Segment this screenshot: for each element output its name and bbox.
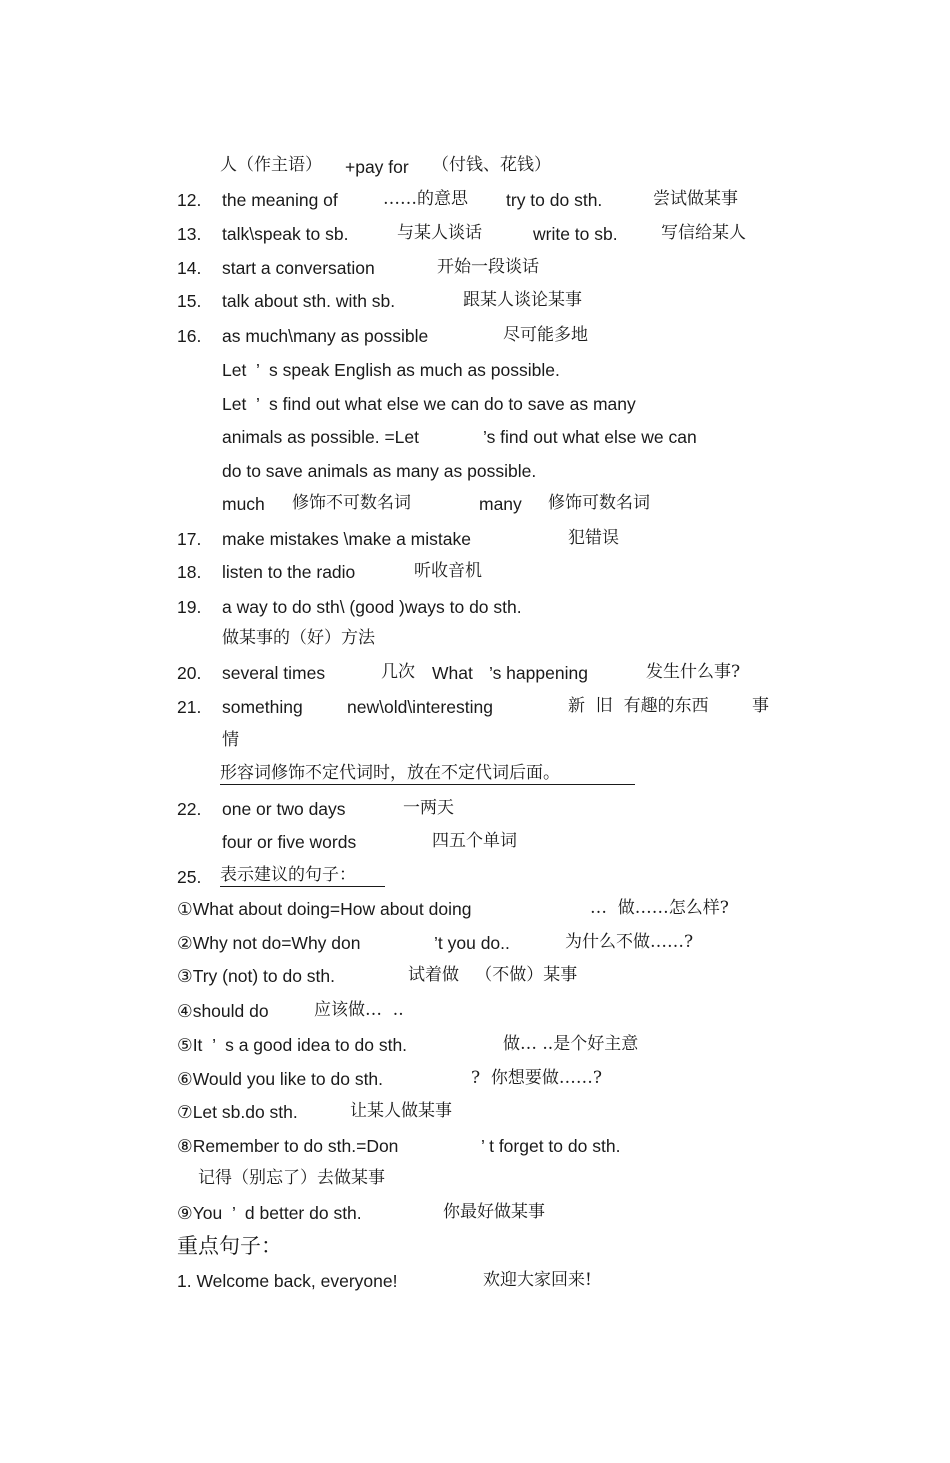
phrase-en: ’s happening (489, 663, 588, 683)
item-number: 16. (177, 326, 202, 346)
grammar-note: 形容词修饰不定代词时，放在不定代词后面。 (220, 763, 560, 783)
phrase-cn: ……的意思 (383, 189, 468, 209)
suggestion-cn: 让某人做某事 (350, 1101, 452, 1121)
title-underline (220, 886, 385, 887)
phrase-cn: 四五个单词 (432, 831, 517, 851)
suggestion-cn: 你最好做某事 (443, 1202, 545, 1222)
phrase-en: What (432, 663, 473, 683)
example-sentence: do to save animals as many as possible. (222, 461, 537, 481)
usage-word: much (222, 494, 265, 514)
suggestion-cn: 记得（别忘了）去做某事 (198, 1168, 385, 1188)
phrase-cn: 开始一段谈话 (437, 257, 539, 277)
suggestion-cn: 应该做… .. (314, 1000, 404, 1020)
phrase-en: new\old\interesting (347, 697, 493, 717)
phrase-en: write to sb. (533, 224, 618, 244)
phrase-cn: 几次 (381, 662, 415, 682)
example-sentence: Let ’ s speak English as much as possible. (222, 360, 560, 380)
phrase-cn: 写信给某人 (661, 223, 746, 243)
phrase-en: try to do sth. (506, 190, 603, 210)
item-number: 20. (177, 663, 202, 683)
phrase-en: the meaning of (222, 190, 338, 210)
text-pay-meaning: （付钱、花钱） (432, 155, 551, 175)
key-sentence-cn: 欢迎大家回来! (483, 1270, 592, 1290)
suggestion-en: ⑤It ’ s a good idea to do sth. (177, 1035, 408, 1055)
phrase-en: four or five words (222, 832, 357, 852)
usage-note: 修饰不可数名词 (292, 493, 411, 513)
key-sentences-heading: 重点句子： (177, 1234, 282, 1258)
suggestion-cn: 试着做 （不做）某事 (408, 965, 578, 985)
suggestion-cn: … 做……怎么样? (590, 898, 729, 918)
suggestion-en: ④should do (177, 1001, 269, 1021)
usage-word: many (479, 494, 522, 514)
phrase-en: a way to do sth\ (good )ways to do sth. (222, 597, 522, 617)
phrase-cn: 情 (222, 730, 239, 750)
suggestion-cn: 做… ..是个好主意 (503, 1034, 639, 1054)
suggestion-en: ⑦Let sb.do sth. (177, 1102, 298, 1122)
key-sentence-en: 1. Welcome back, everyone! (177, 1271, 398, 1291)
phrase-en: listen to the radio (222, 562, 356, 582)
item-number: 25. (177, 867, 202, 887)
phrase-cn: 发生什么事? (646, 662, 741, 682)
suggestion-en: ’ t forget to do sth. (481, 1136, 621, 1156)
item-number: 14. (177, 258, 202, 278)
item-number: 21. (177, 697, 202, 717)
item-number: 13. (177, 224, 202, 244)
phrase-cn: 一两天 (403, 798, 454, 818)
phrase-en: talk about sth. with sb. (222, 291, 396, 311)
item-number: 12. (177, 190, 202, 210)
item-number: 18. (177, 562, 202, 582)
phrase-cn: 新 旧 有趣的东西 (568, 696, 709, 716)
phrase-cn: 做某事的（好）方法 (222, 628, 375, 648)
suggestion-cn: ? 你想要做……? (471, 1068, 603, 1088)
phrase-en: several times (222, 663, 326, 683)
suggestion-en: ②Why not do=Why don (177, 933, 361, 953)
section-title: 表示建议的句子： (220, 865, 356, 885)
phrase-en: start a conversation (222, 258, 375, 278)
phrase-cn: 听收音机 (414, 561, 482, 581)
text-pay-for: +pay for (345, 157, 409, 177)
text-ren-subject: 人（作主语） (220, 155, 322, 175)
note-underline (220, 784, 635, 785)
suggestion-en: ⑨You ’ d better do sth. (177, 1203, 362, 1223)
item-number: 22. (177, 799, 202, 819)
phrase-cn: 与某人谈话 (397, 223, 482, 243)
item-number: 19. (177, 597, 202, 617)
suggestion-en: ’t you do.. (434, 933, 510, 953)
phrase-cn: 跟某人谈论某事 (463, 290, 582, 310)
phrase-en: one or two days (222, 799, 346, 819)
item-number: 17. (177, 529, 202, 549)
phrase-cn: 事 (752, 696, 769, 716)
suggestion-en: ③Try (not) to do sth. (177, 966, 336, 986)
example-sentence: animals as possible. =Let (222, 427, 419, 447)
phrase-en: make mistakes \make a mistake (222, 529, 471, 549)
phrase-cn: 尝试做某事 (653, 189, 738, 209)
phrase-cn: 尽可能多地 (503, 325, 588, 345)
suggestion-cn: 为什么不做……? (565, 932, 694, 952)
suggestion-en: ⑥Would you like to do sth. (177, 1069, 384, 1089)
example-sentence: Let ’ s find out what else we can do to save as many (222, 394, 636, 414)
phrase-en: talk\speak to sb. (222, 224, 349, 244)
suggestion-en: ⑧Remember to do sth.=Don (177, 1136, 399, 1156)
phrase-en: something (222, 697, 303, 717)
phrase-en: as much\many as possible (222, 326, 429, 346)
suggestion-en: ①What about doing=How about doing (177, 899, 472, 919)
item-number: 15. (177, 291, 202, 311)
example-sentence: ’s find out what else we can (483, 427, 697, 447)
usage-note: 修饰可数名词 (548, 493, 650, 513)
phrase-cn: 犯错误 (568, 528, 619, 548)
